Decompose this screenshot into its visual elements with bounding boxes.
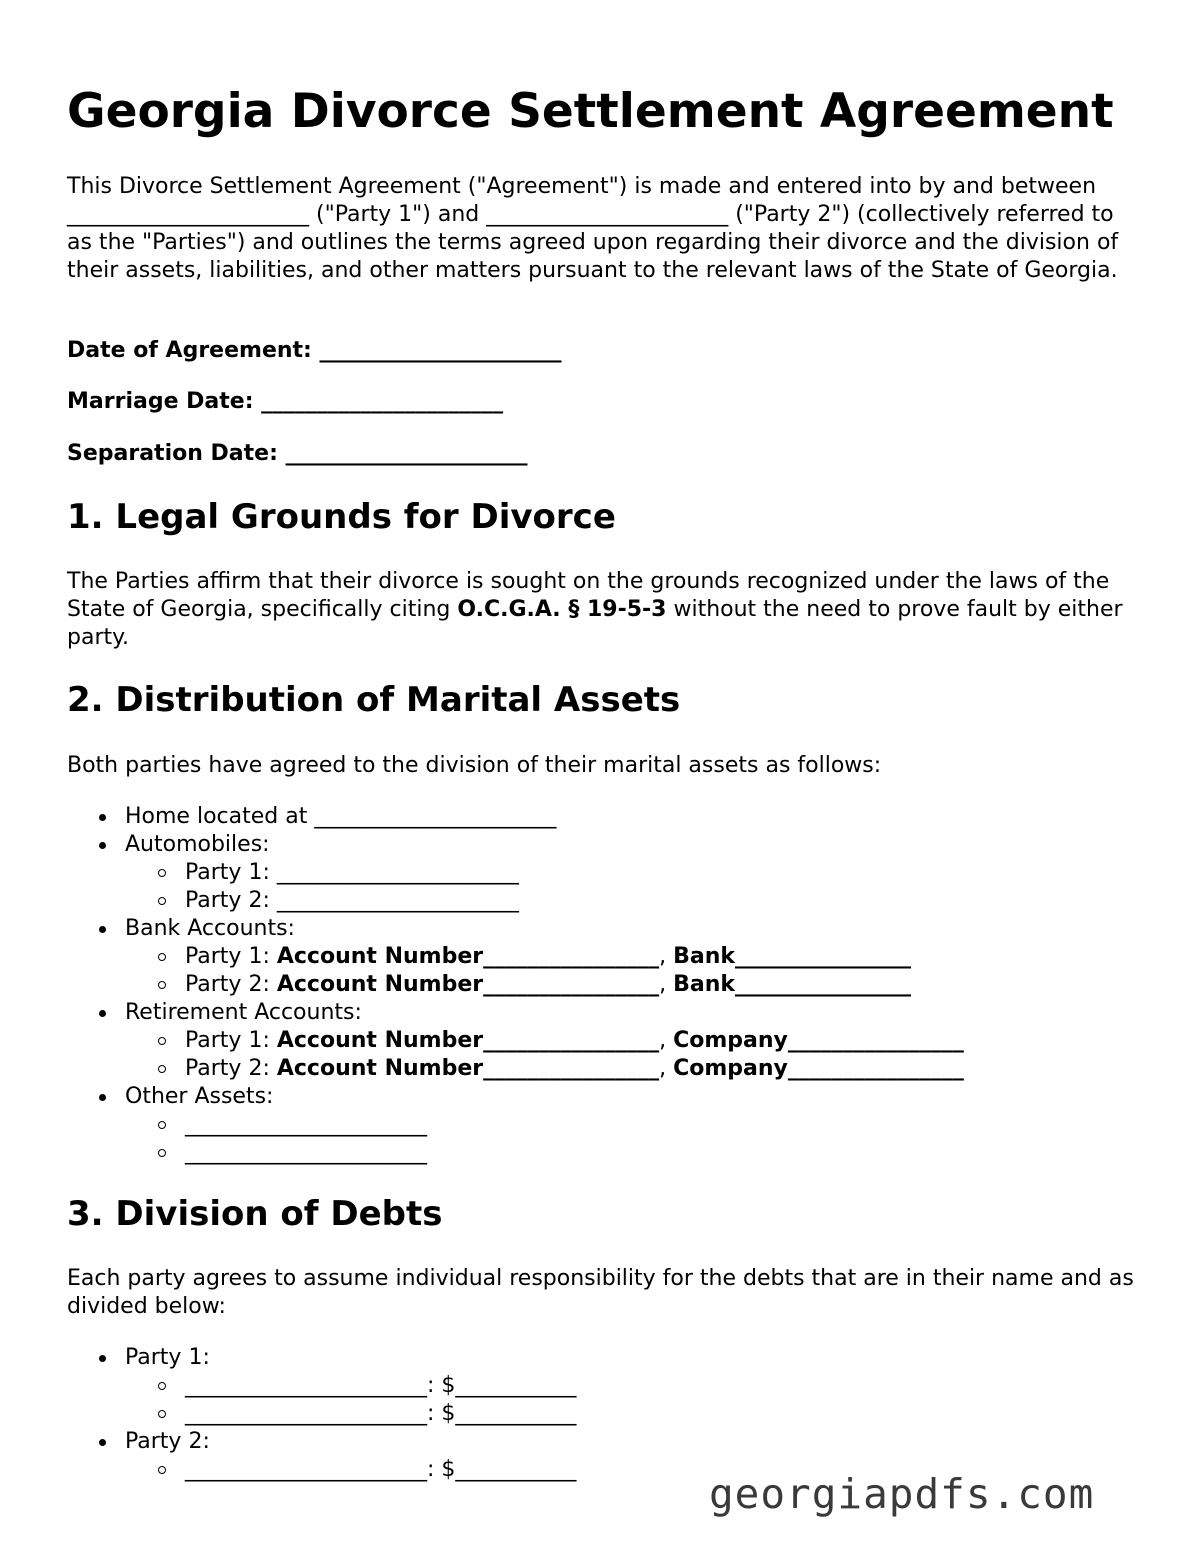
intro-paragraph <box>67 173 1142 285</box>
auto-party1-item[interactable]: Party 1: ______________________ <box>67 859 964 887</box>
debt-party1-line-2[interactable]: ______________________: $___________ <box>67 1400 576 1428</box>
document-title: Georgia Divorce Settlement Agreement <box>67 84 1114 139</box>
debt-party1-line-1[interactable]: ______________________: $___________ <box>67 1372 576 1400</box>
separator: , <box>659 1056 674 1081</box>
debts-list <box>67 1344 576 1484</box>
separator: , <box>659 972 674 997</box>
other-asset-1-blank[interactable]: ______________________ <box>67 1111 964 1139</box>
statute-citation: O.C.G.A. § 19-5-3 <box>457 597 667 622</box>
party1-name-blank[interactable]: ______________________ <box>67 202 309 227</box>
retirement-accounts-item: Retirement Accounts: <box>67 999 964 1027</box>
bank-party1-bank[interactable]: Bank________________ <box>673 944 912 969</box>
separation-date-field <box>67 440 528 468</box>
separation-date-blank[interactable]: ______________________ <box>277 441 528 466</box>
date-of-agreement-blank[interactable]: ______________________ <box>311 338 562 363</box>
assets-list <box>67 803 964 1167</box>
separator: , <box>659 944 674 969</box>
home-item[interactable]: Home located at ______________________ <box>67 803 964 831</box>
retirement-party1-company[interactable]: Company________________ <box>673 1028 964 1053</box>
retirement-party2-company[interactable]: Company________________ <box>673 1056 964 1081</box>
bank-party2-item[interactable] <box>67 971 964 999</box>
intro-text-2: ("Party 1") and <box>309 202 487 227</box>
section2-heading: 2. Distribution of Marital Assets <box>67 680 681 720</box>
other-assets-item: Other Assets: <box>67 1083 964 1111</box>
section1-heading: 1. Legal Grounds for Divorce <box>67 497 616 537</box>
date-of-agreement-label: Date of Agreement: <box>67 338 312 363</box>
automobiles-item: Automobiles: <box>67 831 964 859</box>
auto-party2-item[interactable]: Party 2: ______________________ <box>67 887 964 915</box>
section3-intro: Each party agrees to assume individual responsibility for the debts that are in their name and as divided below: <box>67 1266 1134 1319</box>
retirement-party1-label: Party 1: <box>185 1028 277 1053</box>
retirement-party2-label: Party 2: <box>185 1056 277 1081</box>
section1-text-a: The Parties affirm that their divorce is sought on the grounds recognized under the laws of the State of Georgia, specifically citing <box>67 569 1110 622</box>
marriage-date-label: Marriage Date: <box>67 389 254 414</box>
date-of-agreement-field <box>67 337 562 365</box>
intro-text-1: This Divorce Settlement Agreement ("Agreement") is made and entered into by and between <box>67 174 1097 199</box>
retirement-party2-account-number[interactable]: Account Number________________ <box>276 1056 660 1081</box>
marriage-date-field <box>67 388 503 416</box>
watermark: georgiapdfs.com <box>709 1470 1095 1518</box>
party2-name-blank[interactable]: ______________________ <box>486 202 729 227</box>
separation-date-label: Separation Date: <box>67 441 278 466</box>
retirement-party1-item[interactable] <box>67 1027 964 1055</box>
separator: , <box>659 1028 674 1053</box>
debts-party1-item: Party 1: <box>67 1344 576 1372</box>
section2-intro: Both parties have agreed to the division of their marital assets as follows: <box>67 753 882 778</box>
other-asset-2-blank[interactable]: ______________________ <box>67 1139 964 1167</box>
bank-party2-label: Party 2: <box>185 972 277 997</box>
section3-heading: 3. Division of Debts <box>67 1194 443 1234</box>
bank-accounts-item: Bank Accounts: <box>67 915 964 943</box>
bank-party1-account-number[interactable]: Account Number________________ <box>276 944 660 969</box>
retirement-party2-item[interactable] <box>67 1055 964 1083</box>
retirement-party1-account-number[interactable]: Account Number________________ <box>276 1028 660 1053</box>
bank-party2-account-number[interactable]: Account Number________________ <box>276 972 660 997</box>
section1-paragraph <box>67 568 1142 652</box>
marriage-date-blank[interactable]: ______________________ <box>253 389 504 414</box>
bank-party1-item[interactable] <box>67 943 964 971</box>
debts-party2-item: Party 2: <box>67 1428 576 1456</box>
debt-party2-line-1[interactable]: ______________________: $___________ <box>67 1456 576 1484</box>
bank-party1-label: Party 1: <box>185 944 277 969</box>
section1-text-b: without the need to prove fault by either party. <box>67 597 1123 650</box>
intro-text-3: ("Party 2") (collectively referred to as the "Parties") and outlines the terms agreed upon regarding their divorce and the division of their assets, liabilities, and other matters pursuant to the relevant laws of the State of Georgia. <box>67 202 1119 283</box>
bank-party2-bank[interactable]: Bank________________ <box>673 972 912 997</box>
